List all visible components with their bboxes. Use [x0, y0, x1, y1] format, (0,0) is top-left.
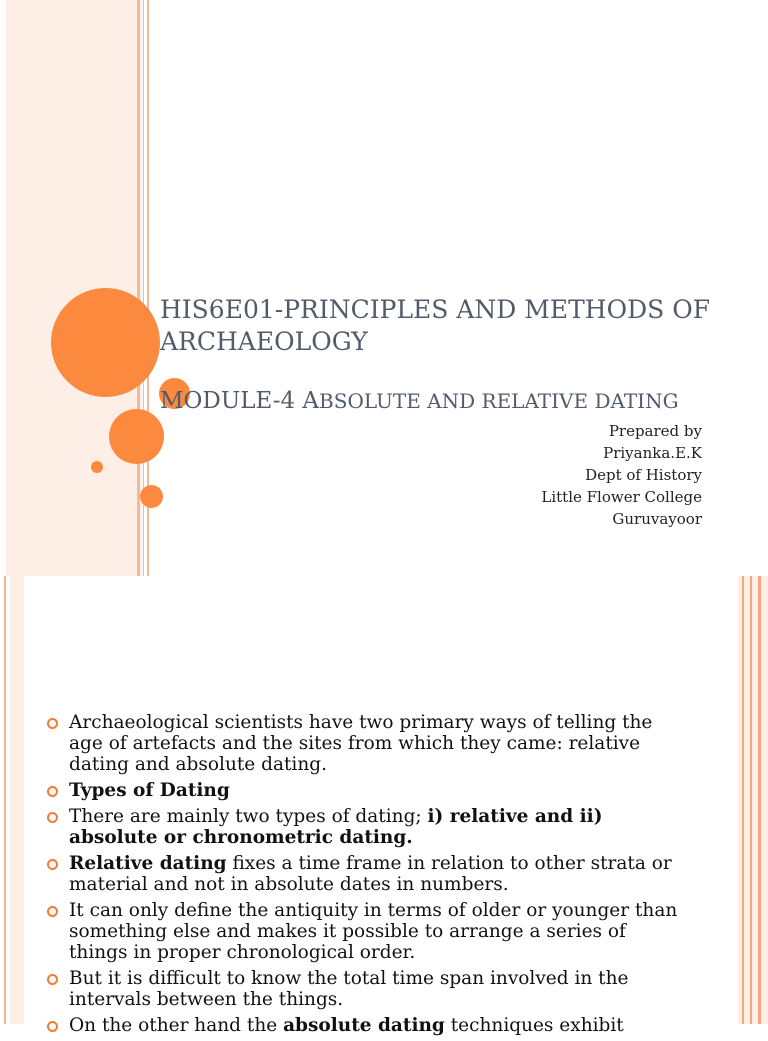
- list-item: [47, 712, 687, 775]
- bullet-text: fixes a time frame in relation to other strata or material and not in absolute dates in numbers.: [69, 853, 672, 895]
- decorative-circle: [51, 288, 160, 397]
- decorative-circle: [91, 461, 103, 473]
- credit-line: Priyanka.E.K: [603, 444, 702, 462]
- list-item: [47, 853, 687, 895]
- circle-outline-icon: [47, 718, 58, 729]
- slide-title: HIS6E01-PRINCIPLES AND METHODS OF ARCHAEOLOGY: [160, 295, 711, 356]
- decorative-stripe: [758, 576, 761, 1024]
- bullet-text: It can only define the antiquity in terms of older or younger than something else and makes it possible to arrange a series of things in proper chronological order.: [69, 900, 678, 963]
- decorative-stripe: [742, 576, 744, 1024]
- credit-line: Prepared by: [608, 422, 702, 440]
- circle-outline-icon: [47, 974, 58, 985]
- circle-outline-icon: [47, 859, 58, 870]
- decorative-circle: [109, 409, 164, 464]
- decorative-stripe: [4, 576, 6, 1024]
- bullet-text: On the other hand the: [69, 1015, 284, 1036]
- bullet-text: techniques exhibit: [444, 1015, 624, 1036]
- credit-line: Little Flower College: [541, 488, 702, 506]
- bullet-list: [47, 712, 687, 1041]
- circle-outline-icon: [47, 812, 58, 823]
- module-prefix: MODULE-4 A: [160, 388, 320, 414]
- bullet-heading: Types of Dating: [69, 780, 230, 801]
- circle-outline-icon: [47, 786, 58, 797]
- list-item: [47, 780, 687, 801]
- list-item: [47, 1015, 687, 1036]
- list-item: [47, 900, 687, 963]
- list-item: [47, 806, 687, 848]
- bullet-text: Archaeological scientists have two primary ways of telling the age of artefacts and the sites from which they came: relative dating and absolute dating.: [69, 712, 653, 775]
- credit-line: Guruvayoor: [612, 510, 702, 528]
- author-credits: [541, 420, 702, 530]
- module-subtitle: [160, 386, 760, 417]
- decorative-circle: [140, 485, 163, 508]
- bullet-emphasis: Relative dating: [69, 853, 227, 874]
- decorative-band: [10, 576, 24, 1024]
- list-item: [47, 968, 687, 1010]
- circle-outline-icon: [47, 906, 58, 917]
- circle-outline-icon: [47, 1021, 58, 1032]
- decorative-stripe: [750, 576, 752, 1024]
- credit-line: Dept of History: [585, 466, 702, 484]
- bullet-text: But it is difficult to know the total time span involved in the intervals between the things.: [69, 968, 629, 1010]
- bullet-emphasis: absolute dating: [283, 1015, 445, 1036]
- bullet-emphasis: i) relative and ii) absolute or chronometric dating.: [69, 806, 603, 848]
- bullet-text: There are mainly two types of dating;: [69, 806, 428, 827]
- module-topic: BSOLUTE AND RELATIVE DATING: [319, 389, 679, 413]
- decorative-stripe: [137, 0, 140, 576]
- decorative-band: [6, 0, 142, 576]
